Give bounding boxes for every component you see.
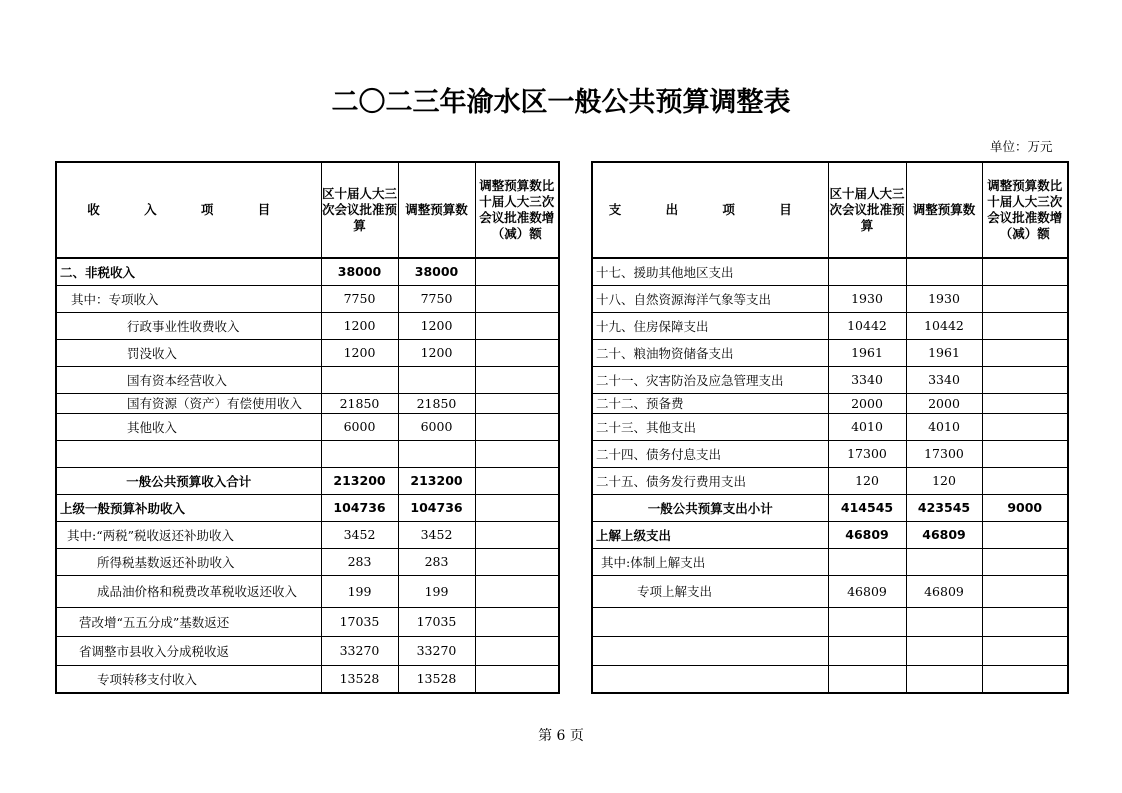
adjusted-cell: 13528 [398, 665, 475, 693]
adjusted-cell: 38000 [398, 258, 475, 285]
row-label [592, 636, 828, 665]
row-label: 其中：专项收入 [56, 285, 321, 312]
row-label: 二十一、灾害防治及应急管理支出 [592, 366, 828, 393]
table-row [592, 607, 1068, 636]
table-row [56, 312, 559, 339]
approved-cell: 213200 [321, 467, 398, 494]
adjusted-cell [398, 366, 475, 393]
adjusted-cell: 104736 [398, 494, 475, 521]
adjusted-cell: 199 [398, 575, 475, 607]
approved-cell: 38000 [321, 258, 398, 285]
adjusted-cell: 423545 [906, 494, 982, 521]
adjusted-cell: 1200 [398, 312, 475, 339]
row-label: 十九、住房保障支出 [592, 312, 828, 339]
adjusted-cell: 120 [906, 467, 982, 494]
expenditure-approved-header: 区十届人大三次会议批准预算 [828, 162, 906, 258]
adjusted-cell: 17035 [398, 607, 475, 636]
approved-cell: 104736 [321, 494, 398, 521]
income-change-header: 调整预算数比十届人大三次会议批准数增（减）额 [475, 162, 559, 258]
table-row [592, 440, 1068, 467]
row-label: 罚没收入 [56, 339, 321, 366]
change-cell [475, 607, 559, 636]
change-cell [475, 258, 559, 285]
approved-cell: 1200 [321, 312, 398, 339]
change-cell [982, 258, 1068, 285]
change-cell [982, 413, 1068, 440]
adjusted-cell: 3452 [398, 521, 475, 548]
approved-cell: 13528 [321, 665, 398, 693]
change-cell [982, 521, 1068, 548]
change-cell [982, 440, 1068, 467]
row-label: 其中:体制上解支出 [592, 548, 828, 575]
table-row [592, 312, 1068, 339]
table-row [56, 285, 559, 312]
table-row [56, 339, 559, 366]
row-label: 上解上级支出 [592, 521, 828, 548]
table-row [56, 548, 559, 575]
row-label: 国有资源（资产）有偿使用收入 [56, 393, 321, 413]
table-row [592, 285, 1068, 312]
row-label: 其中:“两税”税收返还补助收入 [56, 521, 321, 548]
change-cell [982, 285, 1068, 312]
change-cell [982, 393, 1068, 413]
row-label: 营改增“五五分成”基数返还 [56, 607, 321, 636]
table-row [592, 636, 1068, 665]
approved-cell: 2000 [828, 393, 906, 413]
approved-cell [321, 366, 398, 393]
change-cell [982, 665, 1068, 693]
approved-cell: 3340 [828, 366, 906, 393]
row-label: 二十、粮油物资储备支出 [592, 339, 828, 366]
adjusted-cell [906, 636, 982, 665]
change-cell [475, 521, 559, 548]
change-cell [982, 467, 1068, 494]
change-cell [475, 413, 559, 440]
row-label [592, 607, 828, 636]
adjusted-cell: 1930 [906, 285, 982, 312]
table-row [592, 258, 1068, 285]
approved-cell: 4010 [828, 413, 906, 440]
approved-cell: 46809 [828, 521, 906, 548]
adjusted-cell [398, 440, 475, 467]
approved-cell: 1200 [321, 339, 398, 366]
change-cell [475, 312, 559, 339]
change-cell [475, 366, 559, 393]
adjusted-cell: 33270 [398, 636, 475, 665]
approved-cell: 199 [321, 575, 398, 607]
table-row [592, 339, 1068, 366]
adjusted-cell: 7750 [398, 285, 475, 312]
approved-cell: 17035 [321, 607, 398, 636]
expenditure-change-header: 调整预算数比十届人大三次会议批准数增（减）额 [982, 162, 1068, 258]
row-label: 成品油价格和税费改革税收返还收入 [56, 575, 321, 607]
adjusted-cell: 46809 [906, 575, 982, 607]
page-number: 第 6 页 [538, 728, 584, 744]
adjusted-cell: 46809 [906, 521, 982, 548]
adjusted-cell [906, 665, 982, 693]
approved-cell [828, 607, 906, 636]
table-row [56, 575, 559, 607]
change-cell [982, 575, 1068, 607]
table-row [592, 467, 1068, 494]
row-label: 专项上解支出 [592, 575, 828, 607]
table-row [592, 366, 1068, 393]
unit-label: 单位：万元 [990, 139, 1053, 154]
approved-cell [321, 440, 398, 467]
page-title: 二〇二三年渝水区一般公共预算调整表 [331, 87, 791, 118]
table-row [56, 467, 559, 494]
change-cell [982, 339, 1068, 366]
row-label: 行政事业性收费收入 [56, 312, 321, 339]
change-cell [475, 440, 559, 467]
row-label: 专项转移支付收入 [56, 665, 321, 693]
row-label: 所得税基数返还补助收入 [56, 548, 321, 575]
approved-cell: 10442 [828, 312, 906, 339]
row-label: 上级一般预算补助收入 [56, 494, 321, 521]
table-row [56, 636, 559, 665]
income-item-header: 收 入 项 目 [56, 162, 321, 258]
change-cell [475, 285, 559, 312]
income-adjusted-header: 调整预算数 [398, 162, 475, 258]
approved-cell: 6000 [321, 413, 398, 440]
approved-cell [828, 636, 906, 665]
adjusted-cell [906, 548, 982, 575]
row-label: 一般公共预算收入合计 [56, 467, 321, 494]
adjusted-cell: 17300 [906, 440, 982, 467]
table-row [56, 366, 559, 393]
table-row [56, 440, 559, 467]
row-label: 一般公共预算支出小计 [592, 494, 828, 521]
row-label: 二十二、预备费 [592, 393, 828, 413]
table-row [592, 393, 1068, 413]
table-row [56, 665, 559, 693]
change-cell [982, 607, 1068, 636]
income-table [55, 161, 560, 694]
adjusted-cell: 10442 [906, 312, 982, 339]
approved-cell: 46809 [828, 575, 906, 607]
adjusted-cell: 213200 [398, 467, 475, 494]
approved-cell [828, 548, 906, 575]
adjusted-cell: 1961 [906, 339, 982, 366]
adjusted-cell: 21850 [398, 393, 475, 413]
table-row [56, 607, 559, 636]
adjusted-cell [906, 607, 982, 636]
approved-cell: 1961 [828, 339, 906, 366]
approved-cell: 7750 [321, 285, 398, 312]
approved-cell: 1930 [828, 285, 906, 312]
approved-cell: 283 [321, 548, 398, 575]
change-cell [475, 548, 559, 575]
row-label: 省调整市县收入分成税收返 [56, 636, 321, 665]
approved-cell: 17300 [828, 440, 906, 467]
table-row [56, 494, 559, 521]
table-row [592, 665, 1068, 693]
row-label: 国有资本经营收入 [56, 366, 321, 393]
approved-cell: 33270 [321, 636, 398, 665]
adjusted-cell: 1200 [398, 339, 475, 366]
row-label: 二十五、债务发行费用支出 [592, 467, 828, 494]
adjusted-cell: 283 [398, 548, 475, 575]
change-cell [475, 665, 559, 693]
table-row [592, 521, 1068, 548]
row-label: 十八、自然资源海洋气象等支出 [592, 285, 828, 312]
income-approved-header: 区十届人大三次会议批准预算 [321, 162, 398, 258]
change-cell [982, 312, 1068, 339]
table-row [56, 393, 559, 413]
table-row [592, 548, 1068, 575]
row-label: 二十四、债务付息支出 [592, 440, 828, 467]
change-cell [475, 339, 559, 366]
change-cell [982, 636, 1068, 665]
table-row [592, 575, 1068, 607]
adjusted-cell: 4010 [906, 413, 982, 440]
expenditure-adjusted-header: 调整预算数 [906, 162, 982, 258]
row-label: 二、非税收入 [56, 258, 321, 285]
approved-cell [828, 258, 906, 285]
approved-cell [828, 665, 906, 693]
row-label [56, 440, 321, 467]
approved-cell: 3452 [321, 521, 398, 548]
adjusted-cell: 2000 [906, 393, 982, 413]
change-cell [475, 494, 559, 521]
approved-cell: 21850 [321, 393, 398, 413]
change-cell [982, 548, 1068, 575]
adjusted-cell: 6000 [398, 413, 475, 440]
approved-cell: 120 [828, 467, 906, 494]
adjusted-cell: 3340 [906, 366, 982, 393]
change-cell [475, 467, 559, 494]
change-cell [982, 366, 1068, 393]
adjusted-cell [906, 258, 982, 285]
change-cell [475, 393, 559, 413]
table-row [592, 413, 1068, 440]
approved-cell: 414545 [828, 494, 906, 521]
table-row [56, 413, 559, 440]
expenditure-table [591, 161, 1069, 694]
row-label: 十七、援助其他地区支出 [592, 258, 828, 285]
row-label [592, 665, 828, 693]
change-cell [475, 575, 559, 607]
change-cell: 9000 [982, 494, 1068, 521]
change-cell [475, 636, 559, 665]
table-row [56, 258, 559, 285]
table-row [592, 494, 1068, 521]
row-label: 二十三、其他支出 [592, 413, 828, 440]
row-label: 其他收入 [56, 413, 321, 440]
expenditure-item-header: 支 出 项 目 [592, 162, 828, 258]
table-row [56, 521, 559, 548]
